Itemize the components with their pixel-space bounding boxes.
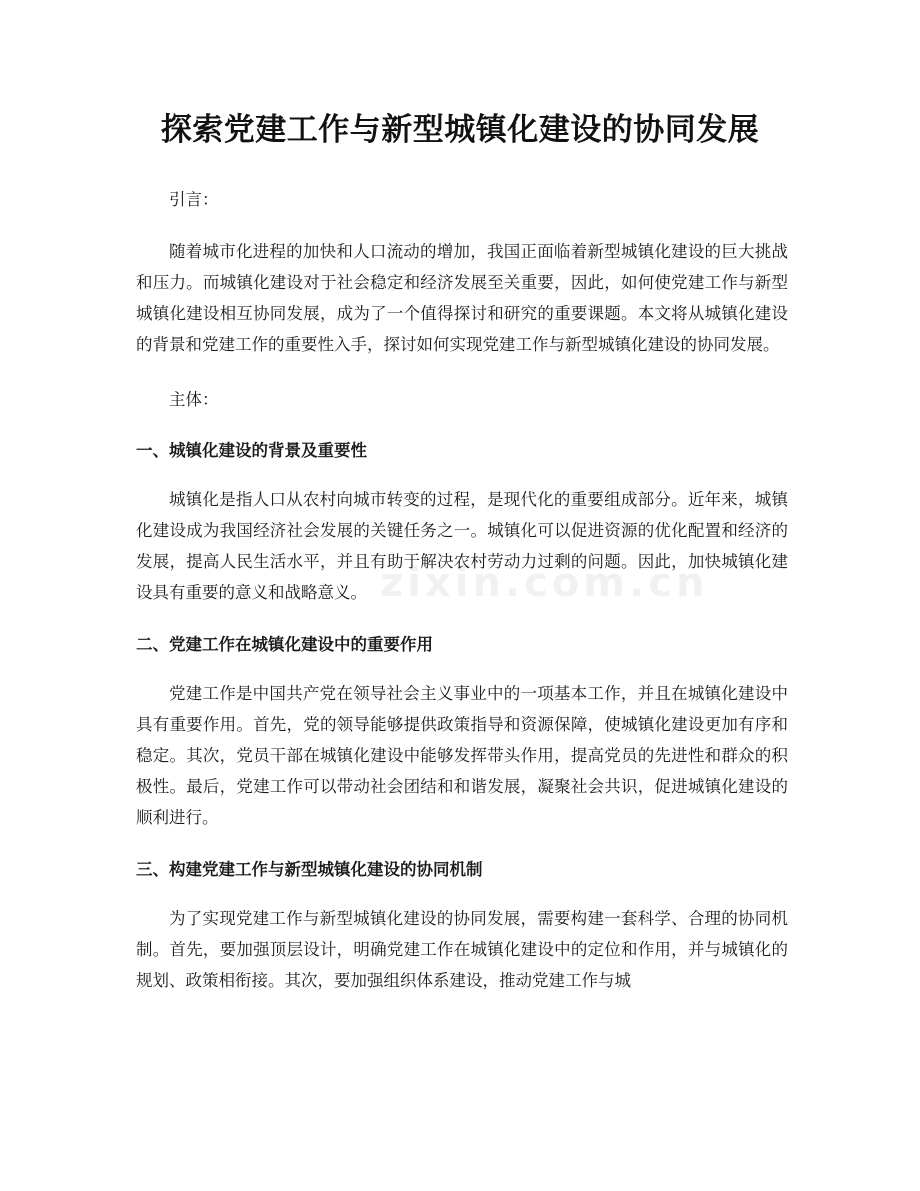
watermark-text: zixin.com.cn (380, 560, 709, 606)
section-paragraph-1: 城镇化是指人口从农村向城市转变的过程，是现代化的重要组成部分。近年来，城镇化建设成为我国经济社会发展的关键任务之一。城镇化可以促进资源的优化配置和经济的发展，提高人民生活水平，并且有助于解决农村劳动力过剩的问题。因此，加快城镇化建设具有重要的意义和战略意义。 (136, 490, 788, 602)
intro-paragraph: 随着城市化进程的加快和人口流动的增加，我国正面临着新型城镇化建设的巨大挑战和压力。而城镇化建设对于社会稳定和经济发展至关重要，因此，如何使党建工作与新型城镇化建设相互协同发展，成为了一个值得探讨和研究的重要课题。本文将从城镇化建设的背景和党建工作的重要性入手，探讨如何实现党建工作与新型城镇化建设的协同发展。 (136, 242, 788, 354)
section-heading-2: 二、党建工作在城镇化建设中的重要作用 (136, 635, 433, 654)
section-paragraph-3: 为了实现党建工作与新型城镇化建设的协同发展，需要构建一套科学、合理的协同机制。首先，要加强顶层设计，明确党建工作在城镇化建设中的定位和作用，并与城镇化的规划、政策相衔接。其次，要加强组织体系建设，推动党建工作与城 (136, 909, 788, 990)
section-paragraph-2: 党建工作是中国共产党在领导社会主义事业中的一项基本工作，并且在城镇化建设中具有重要作用。首先，党的领导能够提供政策指导和资源保障，使城镇化建设更加有序和稳定。其次，党员干部在城镇化建设中能够发挥带头作用，提高党员的先进性和群众的积极性。最后，党建工作可以带动社会团结和和谐发展，凝聚社会共识，促进城镇化建设的顺利进行。 (136, 684, 788, 827)
document-body (136, 182, 788, 1018)
section-heading-1: 一、城镇化建设的背景及重要性 (136, 441, 367, 460)
document-title: 探索党建工作与新型城镇化建设的协同发展 (160, 112, 760, 148)
section-heading-3: 三、构建党建工作与新型城镇化建设的协同机制 (136, 860, 483, 879)
body-label: 主体： (169, 390, 219, 409)
intro-label: 引言： (169, 190, 219, 209)
